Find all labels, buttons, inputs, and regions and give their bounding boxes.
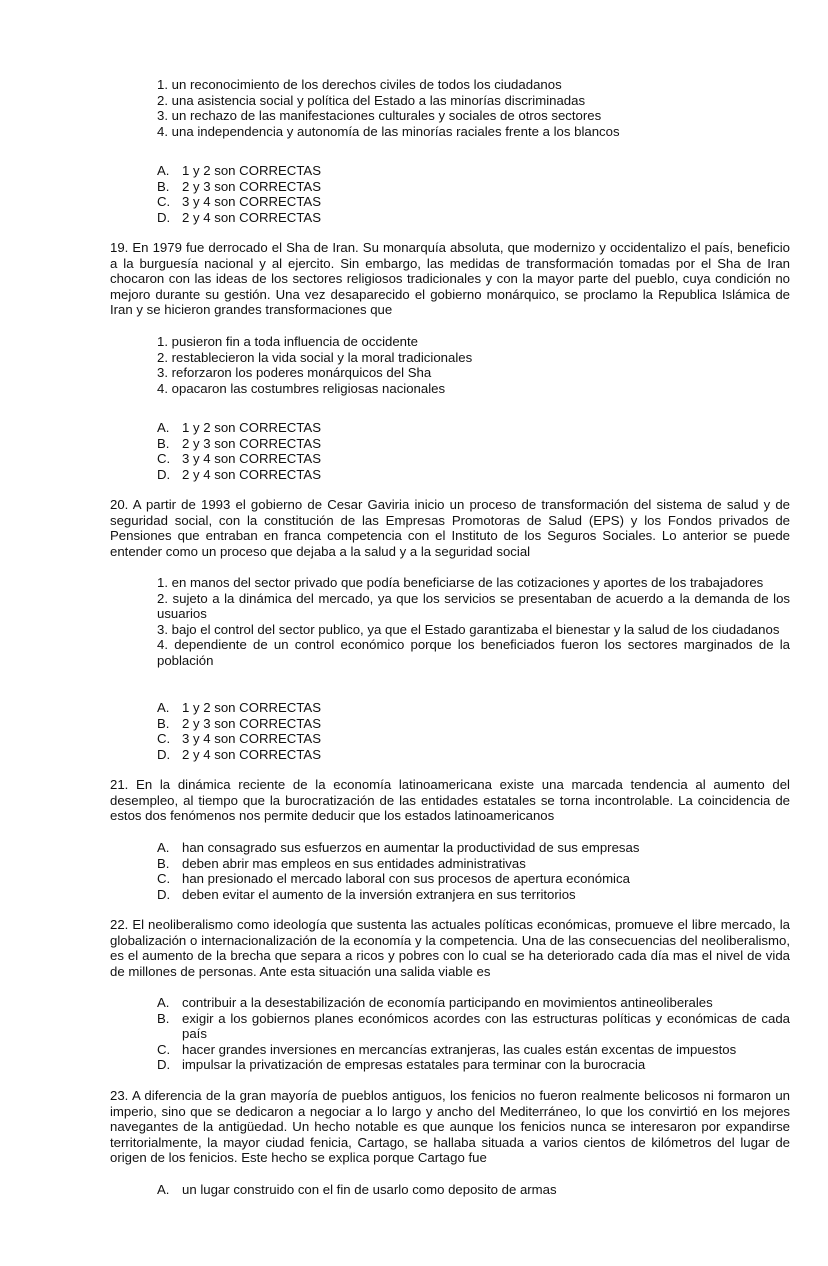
q20-answer-b[interactable]: B. 2 y 3 son CORRECTAS bbox=[157, 715, 321, 731]
q23-option-a[interactable]: A. un lugar construido con el fin de usarlo como deposito de armas bbox=[157, 1182, 557, 1197]
q22-option-c[interactable]: C. hacer grandes inversiones en mercancías extranjeras, las cuales están excentas de impuestos bbox=[157, 1041, 737, 1057]
q18-answers bbox=[157, 163, 457, 225]
q22-option-b[interactable]: B. exigir a los gobiernos planes económicos acordes con las estructuras políticas y económicas de cada país bbox=[157, 1010, 790, 1042]
q20-answer-c[interactable]: C. 3 y 4 son CORRECTAS bbox=[157, 731, 321, 747]
q21-options bbox=[157, 840, 790, 902]
q19-answer-c[interactable]: C. 3 y 4 son CORRECTAS bbox=[157, 451, 321, 467]
q20-statements bbox=[157, 575, 790, 669]
q22-stem: 22. El neoliberalismo como ideología que sustenta las actuales políticas económicas, promueve el libre mercado, la globalización o internacionalización de la economía y la competencia. Una de las consecuencias del neoliberalismo, es el aumento de la brecha que separa a ricos y pobres con lo cual se ha deteriorado cada día mas el nivel de vida de millones de personas. Ante esta situación una salida viable es bbox=[110, 917, 790, 979]
q18-answer-b[interactable]: B. 2 y 3 son CORRECTAS bbox=[157, 178, 321, 194]
q18-statement-3: 3. un rechazo de las manifestaciones culturales y sociales de otros sectores bbox=[157, 108, 602, 124]
q21-stem: 21. En la dinámica reciente de la economía latinoamericana existe una marcada tendencia al aumento del desempleo, al tiempo que la burocratización de las entidades estatales se torna incontrolable. La coincidencia de estos dos fenómenos nos permite deducir que los estados latinoamericanos bbox=[110, 777, 790, 824]
q20-answer-a[interactable]: A. 1 y 2 son CORRECTAS bbox=[157, 700, 321, 715]
q23-options bbox=[157, 1182, 790, 1198]
q20-answer-d[interactable]: D. 2 y 4 son CORRECTAS bbox=[157, 746, 321, 762]
q21-option-a[interactable]: A. han consagrado sus esfuerzos en aumentar la productividad de sus empresas bbox=[157, 840, 640, 855]
q19-statement-1: 1. pusieron fin a toda influencia de occidente bbox=[157, 334, 419, 349]
q19-statement-4: 4. opacaron las costumbres religiosas nacionales bbox=[157, 380, 446, 396]
q19-answer-a[interactable]: A. 1 y 2 son CORRECTAS bbox=[157, 420, 321, 435]
q20-statement-4: 4. dependiente de un control económico porque los beneficiados fueron los sectores marginados de la población bbox=[157, 637, 790, 668]
q22-option-a[interactable]: A. contribuir a la desestabilización de economía participando en movimientos antineoliberales bbox=[157, 995, 713, 1010]
q18-statement-1: 1. un reconocimiento de los derechos civiles de todos los ciudadanos bbox=[157, 77, 562, 92]
q22-option-d[interactable]: D. impulsar la privatización de empresas estatales para terminar con la burocracia bbox=[157, 1057, 646, 1073]
q18-answer-a[interactable]: A. 1 y 2 son CORRECTAS bbox=[157, 163, 321, 178]
q20-statement-3: 3. bajo el control del sector publico, ya que el Estado garantizaba el bienestar y la salud de los ciudadanos bbox=[157, 621, 780, 637]
q18-statement-4: 4. una independencia y autonomía de las minorías raciales frente a los blancos bbox=[157, 123, 620, 139]
q19-answer-b[interactable]: B. 2 y 3 son CORRECTAS bbox=[157, 435, 321, 451]
q19-answers bbox=[157, 420, 457, 482]
q19-stem: 19. En 1979 fue derrocado el Sha de Iran. Su monarquía absoluta, que modernizo y occidentalizo el país, beneficio a la burguesía nacional y al ejercito. Sin embargo, las medidas de transformación tomadas por el Sha de Iran chocaron con las ideas de los sectores religiosos tradicionales y con la mayor parte del pueblo, cuya condición no mejoro durante su gestión. Una vez desaparecido el gobierno monárquico, se proclamo la Republica Islámica de Iran y se hicieron grandes transformaciones que bbox=[110, 240, 790, 318]
q21-option-c[interactable]: C. han presionado el mercado laboral con sus procesos de apertura económica bbox=[157, 871, 630, 887]
q20-statement-1: 1. en manos del sector privado que podía beneficiarse de las cotizaciones y aportes de los trabajadores bbox=[157, 575, 764, 590]
q19-statement-2: 2. restablecieron la vida social y la moral tradicionales bbox=[157, 349, 473, 365]
q18-answer-c[interactable]: C. 3 y 4 son CORRECTAS bbox=[157, 194, 321, 210]
q20-stem: 20. A partir de 1993 el gobierno de Cesar Gaviria inicio un proceso de transformación del sistema de salud y de seguridad social, con la constitución de las Empresas Promotoras de Salud (EPS) y los Fondos privados de Pensiones que entraban en franca competencia con el Instituto de los Seguros Sociales. Lo anterior se puede entender como un proceso que dejaba a la salud y a la seguridad social bbox=[110, 497, 790, 559]
q22-options bbox=[157, 995, 790, 1073]
q19-answer-d[interactable]: D. 2 y 4 son CORRECTAS bbox=[157, 466, 321, 482]
q23-stem: 23. A diferencia de la gran mayoría de pueblos antiguos, los fenicios no fueron realmente belicosos ni formaron un imperio, sino que se dedicaron a negociar a lo largo y ancho del Mediterráneo, lo que los convirtió en los mejores navegantes de la antigüedad. Un hecho notable es que aunque los fenicios nunca se interesaron por expandirse territorialmente, la mayor ciudad fenicia, Cartago, se hallaba situada a varios cientos de kilómetros del lugar de origen de los fenicios. Este hecho se explica porque Cartago fue bbox=[110, 1088, 790, 1166]
q19-statement-3: 3. reforzaron los poderes monárquicos del Sha bbox=[157, 365, 432, 381]
q21-option-d[interactable]: D. deben evitar el aumento de la inversión extranjera en sus territorios bbox=[157, 886, 576, 902]
q19-statements bbox=[157, 334, 790, 396]
q18-statements bbox=[157, 77, 790, 139]
q20-statement-2: 2. sujeto a la dinámica del mercado, ya que los servicios se presentaban de acuerdo a la demanda de los usuarios bbox=[157, 590, 790, 622]
q18-answer-d[interactable]: D. 2 y 4 son CORRECTAS bbox=[157, 209, 321, 225]
q20-answers bbox=[157, 700, 457, 762]
q18-statement-2: 2. una asistencia social y política del Estado a las minorías discriminadas bbox=[157, 92, 586, 108]
q21-option-b[interactable]: B. deben abrir mas empleos en sus entidades administrativas bbox=[157, 855, 526, 871]
